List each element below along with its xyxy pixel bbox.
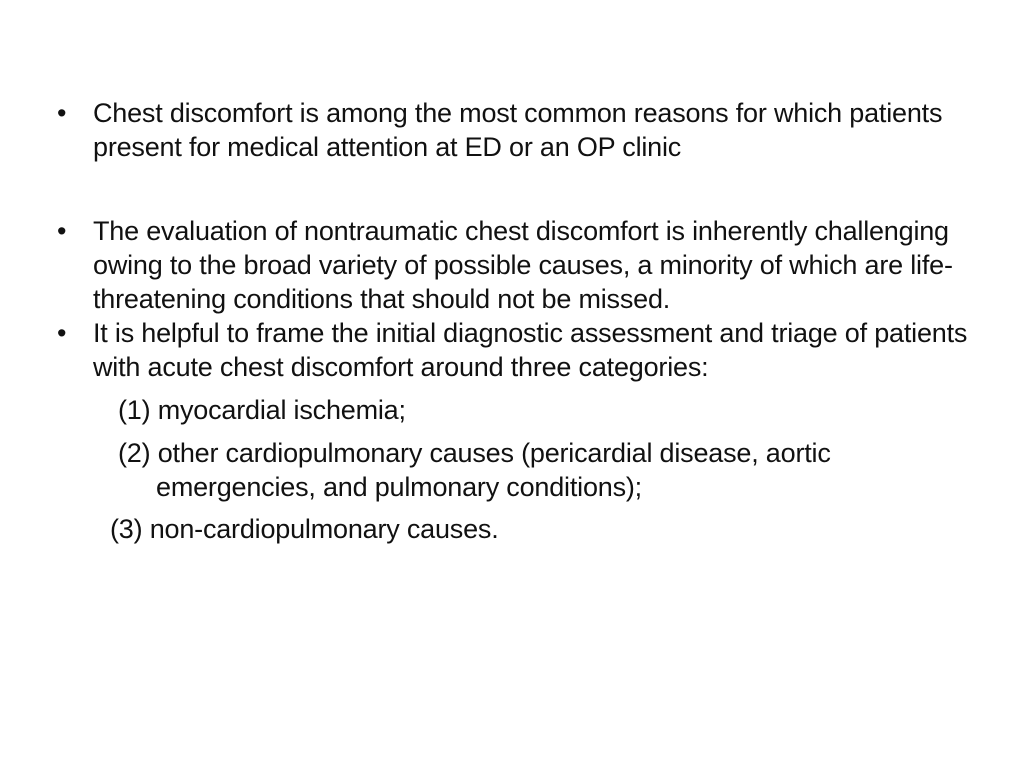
bullet-text: Chest discomfort is among the most common reasons for which patients present for medical attention at ED or an OP clinic [93,98,943,162]
bullet-marker: • [57,318,67,348]
category-text: (1) myocardial ischemia; [118,395,406,425]
bullet-marker: • [57,98,67,128]
category-item [55,512,975,546]
bullet-text: The evaluation of nontraumatic chest discomfort is inherently challenging owing to the broad variety of possible causes, a minority of which are life-threatening conditions that should not be missed. [93,216,953,314]
bullet-item [55,214,975,316]
category-item [55,393,975,427]
bullet-text: It is helpful to frame the initial diagnostic assessment and triage of patients with acute chest discomfort around three categories: [93,318,968,382]
slide-content [55,96,975,546]
bullet-item [55,96,975,164]
bullet-item [55,316,975,384]
category-item [55,436,975,504]
category-text: (3) non-cardiopulmonary causes. [110,514,499,544]
bullet-marker: • [57,216,67,246]
category-text: (2) other cardiopulmonary causes (pericardial disease, aortic emergencies, and pulmonary conditions); [118,438,831,502]
